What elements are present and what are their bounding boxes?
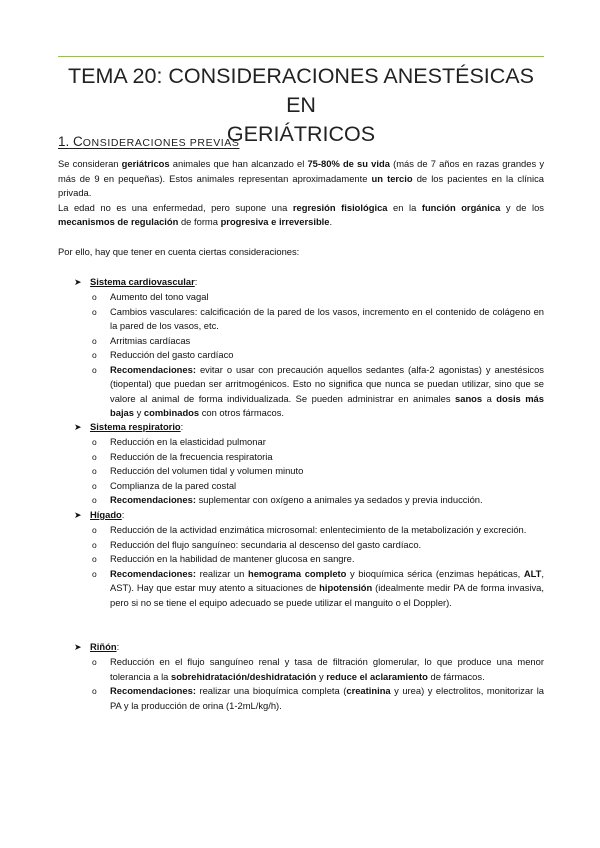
list-item: o Reducción del volumen tidal y volumen minuto (92, 464, 544, 479)
list-liver (92, 523, 544, 610)
section-cardiovascular: ➤ Sistema cardiovascular: (74, 275, 197, 290)
list-item: o Aumento del tono vagal (92, 290, 544, 305)
list-item: o Recomendaciones: realizar una bioquímica completa (creatinina y urea) y electrolitos, monitorizar la PA y la producción de orina (1-2mL/kg/h). (92, 684, 544, 713)
arrow-bullet-icon: ➤ (74, 510, 82, 520)
arrow-bullet-icon: ➤ (74, 642, 82, 652)
list-respiratory (92, 435, 544, 508)
list-item: o Recomendaciones: realizar un hemograma completo y bioquímica sérica (enzimas hepáticas, ALT, AST). Hay que estar muy atento a situaciones de hipotensión (idealmente medir PA de forma invasiva, pero si no se tiene el equipo adecuado se puede utilizar el manguito o el Doppler). (92, 567, 544, 611)
list-cardiovascular (92, 290, 544, 421)
list-item: o Reducción en el flujo sanguíneo renal y tasa de filtración glomerular, lo que produce una menor tolerancia a la sobrehidratación/deshidratación y reduce el aclaramiento de fármacos. (92, 655, 544, 684)
list-item: o Complianza de la pared costal (92, 479, 544, 494)
section-heading: 1. CONSIDERACIONES PREVIAS (58, 134, 240, 149)
intro-paragraphs (58, 157, 544, 230)
list-item: o Cambios vasculares: calcificación de la pared de los vasos, incremento en el contenido de colágeno en la pared de los vasos, etc. (92, 305, 544, 334)
list-item: o Arritmias cardíacas (92, 334, 544, 349)
title-line-2: GERIÁTRICOS (226, 122, 376, 146)
list-item: o Reducción de la frecuencia respiratoria (92, 450, 544, 465)
arrow-bullet-icon: ➤ (74, 422, 82, 432)
list-item: o Reducción en la elasticidad pulmonar (92, 435, 544, 450)
paragraph-considerations: Por ello, hay que tener en cuenta ciertas consideraciones: (58, 246, 300, 257)
paragraph-geriatric-definition: Se consideran geriátricos animales que han alcanzado el 75-80% de su vida (más de 7 años en razas grandes y más de 9 en pequeñas). Estos animales representan aproximadamente un tercio de los pacientes en la clínica privada. (58, 158, 545, 198)
list-item: o Recomendaciones: suplementar con oxígeno a animales ya sedados y previa inducción. (92, 493, 544, 508)
title-line-1: TEMA 20: CONSIDERACIONES ANESTÉSICAS EN (68, 64, 534, 117)
list-kidney (92, 655, 544, 713)
section-respiratory: ➤ Sistema respiratorio: (74, 420, 183, 435)
header-rule (58, 56, 544, 57)
section-liver: ➤ Hígado: (74, 508, 124, 523)
list-item: o Reducción en la habilidad de mantener glucosa en sangre. (92, 552, 544, 567)
section-kidney: ➤ Riñón: (74, 640, 119, 655)
arrow-bullet-icon: ➤ (74, 277, 82, 287)
paragraph-age-not-disease: La edad no es una enfermedad, pero supone una regresión fisiológica en la función orgánica y de los mecanismos de regulación de forma progresiva e irreversible. (58, 201, 544, 227)
list-item: o Reducción del gasto cardíaco (92, 348, 544, 363)
list-item: o Recomendaciones: evitar o usar con precaución aquellos sedantes (alfa-2 agonistas) y anestésicos (tiopental) que puedan ser arritmogénicos. Esto no significa que nunca se puedan utilizar, sino que se valore al animal de forma individualizada. Se pueden administrar en animales sanos a dosis más bajas y combinados con otros fármacos. (92, 363, 544, 421)
list-item: o Reducción del flujo sanguíneo: secundaria al descenso del gasto cardíaco. (92, 538, 544, 553)
list-item: o Reducción de la actividad enzimática microsomal: enlentecimiento de la metabolización y excreción. (92, 523, 544, 538)
